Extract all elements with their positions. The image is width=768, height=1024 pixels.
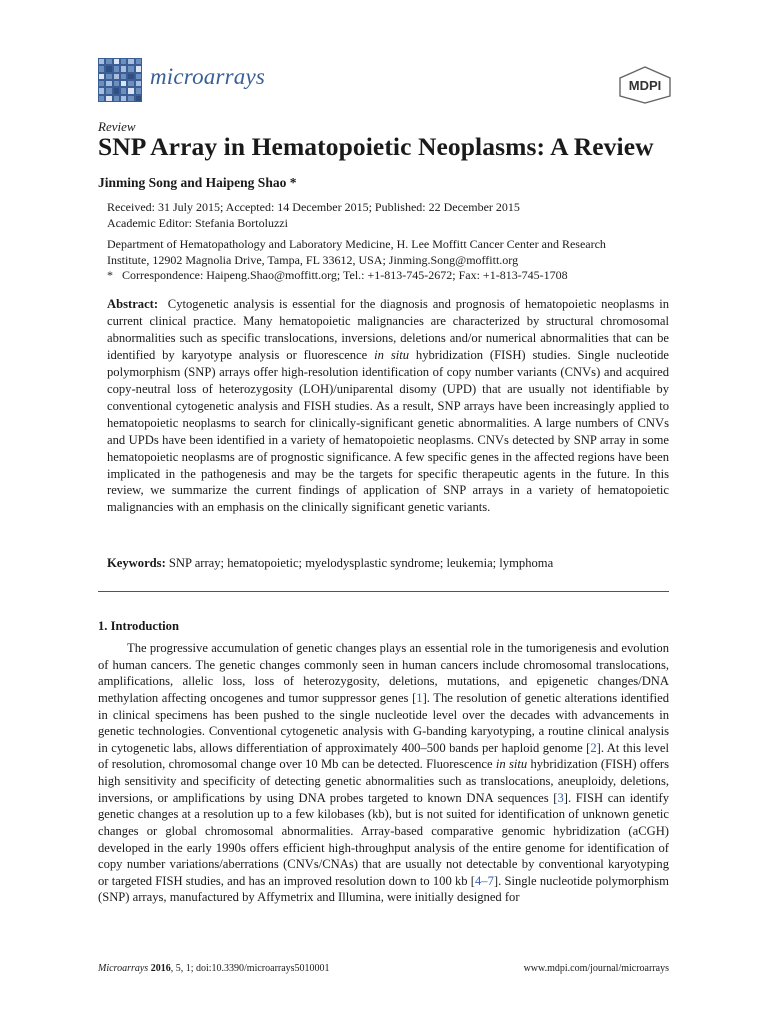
keywords (107, 556, 669, 571)
author-list: Jinming Song and Haipeng Shao * (98, 175, 297, 190)
intro-italic-1: in situ (495, 757, 528, 772)
citation-link-2[interactable]: 2 (590, 740, 597, 755)
citation-link-4[interactable]: 4–7 (475, 873, 494, 888)
intro-text-1: The progressive accumulation of genetic changes plays an essential role in the tumorigenesis and evolution of human cancers. The genetic changes commonly seen in human cancers include chromosomal translocations, amplifications, allelic loss, loss of heterozygosity, deletions, mutations, and epigenetic changes/DNA methylation affecting oncogenes and tumor suppressor genes [ (98, 641, 669, 705)
footer-year: 2016 (148, 963, 171, 974)
affiliation-line-2: Institute, 12902 Magnolia Drive, Tampa, FL 33612, USA; Jinming.Song@moffitt.org (107, 252, 519, 267)
mdpi-logo-text: MDPI (628, 78, 662, 93)
publication-dates: Received: 31 July 2015; Accepted: 14 December 2015; Published: 22 December 2015 (107, 200, 520, 214)
footer-journal: Microarrays (98, 963, 149, 974)
intro-text-5: ]. FISH can identify genetic changes at a resolution up to a few kilobases (kb), but is not suited for identification of unknown genetic changes or global chromosomal abnormalities. Array-based comparative genomic hybridization (aCGH) developed in the early 1990s offers efficient high-throughput analysis of the entire genome for identification of copy number variations/aberrations (CNVs/CNAs) that are usually not detectable by conventional karyotyping or targeted FISH studies, and has an improved resolution down to 100 kb [ (98, 790, 670, 888)
keywords-label: Keywords: (107, 556, 166, 570)
intro-text-4: hybridization (FISH) offers high sensitivity and specificity of detecting genetic abnormalities such as translocations, aneuploidy, deletions, inversions, or amplifications by using DNA probes targeted to known DNA sequences [ (98, 757, 670, 805)
correspondence-text: Correspondence: Haipeng.Shao@moffitt.org; Tel.: +1-813-745-2672; Fax: +1-813-745-1708 (122, 268, 568, 282)
section-divider (98, 591, 669, 592)
citation-link-3[interactable]: 3 (557, 790, 564, 805)
abstract-text-1: Cytogenetic analysis is essential for the diagnosis and prognosis of hematopoietic neoplasms in current clinical practice. Many hematopoietic malignancies are characterized by structural chromosomal abnormalities such as specific translocations, inversions, deletions and/or numerical abnormalities that can be identified by karyotype analysis or fluorescence (107, 297, 669, 362)
academic-editor: Academic Editor: Stefania Bortoluzzi (107, 215, 288, 230)
intro-text-2: ]. The resolution of genetic alterations identified in clinical specimens has been pushed to the single nucleotide level over the decades with advancements in genetic technologies. Conventional cytogenetic analysis with G-banding karyotyping, a routine clinical analysis in cytogenetic labs, allows differentiation of approximately 400–500 bands per haploid genome [ (98, 690, 669, 755)
citation-link-1[interactable]: 1 (416, 690, 423, 705)
keywords-text: SNP array; hematopoietic; myelodysplastic syndrome; leukemia; lymphoma (165, 556, 554, 570)
footer-citation (98, 963, 330, 974)
footer-citation-rest: , 5, 1; doi:10.3390/microarrays5010001 (170, 963, 330, 974)
introduction-paragraph (98, 640, 669, 906)
journal-name: microarrays (150, 64, 266, 89)
article-title: SNP Array in Hematopoietic Neoplasms: A Review (98, 132, 654, 161)
intro-text-3: ]. At this level of resolution, chromosomal change over 10 Mb can be detected. Fluorescence (98, 740, 669, 772)
journal-logo-icon (98, 58, 142, 102)
affiliation-block (107, 237, 667, 284)
article-dates-block (107, 200, 667, 231)
abstract-label: Abstract: (107, 297, 159, 311)
section-heading-introduction: 1. Introduction (98, 619, 179, 633)
article-type: Review (98, 119, 136, 134)
correspondence (107, 268, 667, 284)
abstract-italic-1: in situ (374, 347, 410, 362)
mdpi-logo-icon (618, 66, 672, 104)
correspondence-marker: * (107, 268, 113, 282)
abstract-text-2: hybridization (FISH) studies. Single nucleotide polymorphism (SNP) arrays offer high-resolution identification of copy number variants (CNVs) and acquired copy-neutral loss of heterozygosity (LOH)/uniparental disomy (UPD) that are usually not identifiable by conventional cytogenetic analysis and FISH studies. As a result, SNP arrays have been increasingly applied to hematopoietic neoplasms to search for clinically-significant genetic abnormalities. A large numbers of CNVs and UPDs have been identified in a variety of hematopoietic neoplasms. CNVs detected by SNP array in some hematopoietic neoplasms are of prognostic significance. A few specific genes in the affected regions have been implicated in the pathogenesis and may be the targets for specific therapeutic agents in the future. In this review, we summarize the current findings of application of SNP arrays in a variety of hematopoietic malignancies with an emphasis on the clinically significant genetic variants. (107, 347, 670, 515)
intro-text-6: ]. Single nucleotide polymorphism (SNP) arrays, manufactured by Affymetrix and Illumina, were initially designed for (98, 873, 669, 905)
footer-journal-url[interactable]: www.mdpi.com/journal/microarrays (523, 963, 669, 974)
abstract (107, 296, 669, 516)
affiliation-line-1: Department of Hematopathology and Laboratory Medicine, H. Lee Moffitt Cancer Center and Research (107, 237, 606, 251)
